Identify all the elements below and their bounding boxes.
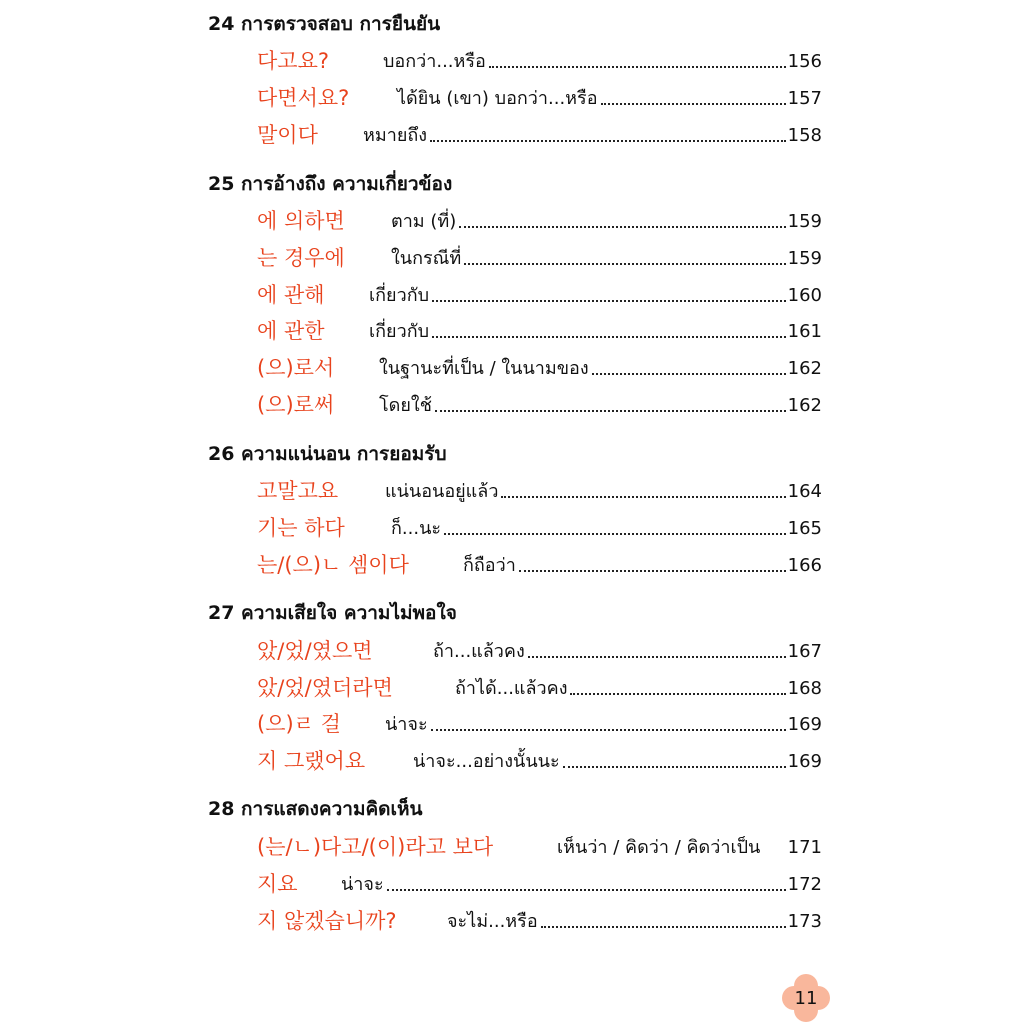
dot-leader <box>430 140 786 142</box>
page-ref: 162 <box>787 358 822 379</box>
dot-leader <box>387 889 786 891</box>
toc-entry[interactable] <box>257 122 822 148</box>
toc-entry[interactable] <box>257 638 822 664</box>
page-number: 11 <box>794 987 818 1009</box>
toc-entry[interactable] <box>257 675 822 701</box>
toc-entry[interactable] <box>257 908 822 934</box>
korean-grammar: (으)로서 <box>257 356 335 380</box>
page-ref: 160 <box>787 285 822 306</box>
dot-leader <box>444 533 786 535</box>
toc-entry[interactable] <box>257 478 822 504</box>
dot-leader <box>570 693 785 695</box>
dot-leader <box>528 656 786 658</box>
section-title-26: 26 ความแน่นอน การยอมรับ <box>208 443 447 465</box>
toc-entry[interactable] <box>257 552 822 578</box>
page-ref: 161 <box>787 321 822 342</box>
thai-meaning: ในฐานะที่เป็น / ในนามของ <box>379 358 589 379</box>
korean-grammar: 는/(으)ㄴ 셈이다 <box>257 553 409 577</box>
toc-entry[interactable] <box>257 48 822 74</box>
page-ref: 166 <box>787 555 822 576</box>
thai-meaning: เห็นว่า / คิดว่า / คิดว่าเป็น <box>557 837 761 858</box>
page-ref: 159 <box>787 211 822 232</box>
toc-entry[interactable] <box>257 871 822 897</box>
page-ref: 173 <box>787 911 822 932</box>
dot-leader <box>432 300 786 302</box>
page-ref: 159 <box>787 248 822 269</box>
section-title-25: 25 การอ้างถึง ความเกี่ยวข้อง <box>208 173 453 195</box>
page-ref: 158 <box>787 125 822 146</box>
korean-grammar: 지 않겠습니까? <box>257 909 397 933</box>
page-ref: 157 <box>787 88 822 109</box>
thai-meaning: บอกว่า...หรือ <box>383 51 486 72</box>
dot-leader <box>601 103 786 105</box>
korean-grammar: 에 관해 <box>257 283 325 307</box>
thai-meaning: โดยใช้ <box>379 395 432 416</box>
korean-grammar: 다면서요? <box>257 86 350 110</box>
korean-grammar: 다고요? <box>257 49 330 73</box>
dot-leader <box>464 263 785 265</box>
toc-entry[interactable] <box>257 711 822 737</box>
dot-leader <box>432 336 786 338</box>
page-ref: 164 <box>787 481 822 502</box>
korean-grammar: (으)로써 <box>257 393 335 417</box>
dot-leader <box>563 766 786 768</box>
korean-grammar: 지 그랬어요 <box>257 749 366 773</box>
toc-entry[interactable] <box>257 355 822 381</box>
korean-grammar: 기는 하다 <box>257 516 345 540</box>
thai-meaning: จะไม่...หรือ <box>447 911 538 932</box>
thai-meaning: ในกรณีที่ <box>391 248 462 269</box>
toc-entry[interactable] <box>257 515 822 541</box>
page-ref: 169 <box>787 751 822 772</box>
korean-grammar: 았/었/였더라면 <box>257 676 393 700</box>
thai-meaning: ได้ยิน (เขา) บอกว่า...หรือ <box>397 88 598 109</box>
korean-grammar: 지요 <box>257 872 298 896</box>
section-title-27: 27 ความเสียใจ ความไม่พอใจ <box>208 602 457 624</box>
page-ref: 156 <box>787 51 822 72</box>
korean-grammar: 는 경우에 <box>257 246 345 270</box>
toc-entry[interactable] <box>257 245 822 271</box>
page-ref: 162 <box>787 395 822 416</box>
dot-leader <box>541 926 786 928</box>
korean-grammar: 에 의하면 <box>257 209 345 233</box>
dot-leader <box>489 66 786 68</box>
dot-leader <box>431 729 786 731</box>
korean-grammar: 았/었/였으면 <box>257 639 373 663</box>
toc-entry[interactable] <box>257 208 822 234</box>
dot-leader <box>519 570 786 572</box>
korean-grammar: 고말고요 <box>257 479 339 503</box>
toc-entry[interactable] <box>257 748 822 774</box>
korean-grammar: (는/ㄴ)다고/(이)라고 보다 <box>257 835 494 859</box>
page-ref: 168 <box>787 678 822 699</box>
thai-meaning: แน่นอนอยู่แล้ว <box>385 481 499 502</box>
page-ref: 171 <box>787 837 822 858</box>
dot-leader <box>592 373 786 375</box>
toc-entry[interactable] <box>257 85 822 111</box>
thai-meaning: หมายถึง <box>363 125 428 146</box>
thai-meaning: ตาม (ที่) <box>391 211 457 232</box>
toc-entry[interactable] <box>257 392 822 418</box>
dot-leader <box>459 226 785 228</box>
page-ref: 169 <box>787 714 822 735</box>
dot-leader <box>501 496 785 498</box>
thai-meaning: น่าจะ...อย่างนั้นนะ <box>413 751 560 772</box>
korean-grammar: 말이다 <box>257 123 318 147</box>
dot-leader <box>435 410 786 412</box>
section-title-28: 28 การแสดงความคิดเห็น <box>208 798 423 820</box>
korean-grammar: (으)ㄹ 걸 <box>257 712 341 736</box>
thai-meaning: ถ้า...แล้วคง <box>433 641 525 662</box>
section-title-24: 24 การตรวจสอบ การยืนยัน <box>208 13 441 35</box>
toc-entry[interactable] <box>257 282 822 308</box>
thai-meaning: น่าจะ <box>341 874 384 895</box>
thai-meaning: ก็ถือว่า <box>463 555 516 576</box>
page-ref: 172 <box>787 874 822 895</box>
toc-entry[interactable] <box>257 834 822 860</box>
thai-meaning: น่าจะ <box>385 714 428 735</box>
thai-meaning: ถ้าได้...แล้วคง <box>455 678 568 699</box>
thai-meaning: เกี่ยวกับ <box>369 285 430 306</box>
page-ref: 167 <box>787 641 822 662</box>
korean-grammar: 에 관한 <box>257 319 325 343</box>
thai-meaning: เกี่ยวกับ <box>369 321 430 342</box>
thai-meaning: ก็...นะ <box>391 518 442 539</box>
toc-entry[interactable] <box>257 318 822 344</box>
page-ref: 165 <box>787 518 822 539</box>
